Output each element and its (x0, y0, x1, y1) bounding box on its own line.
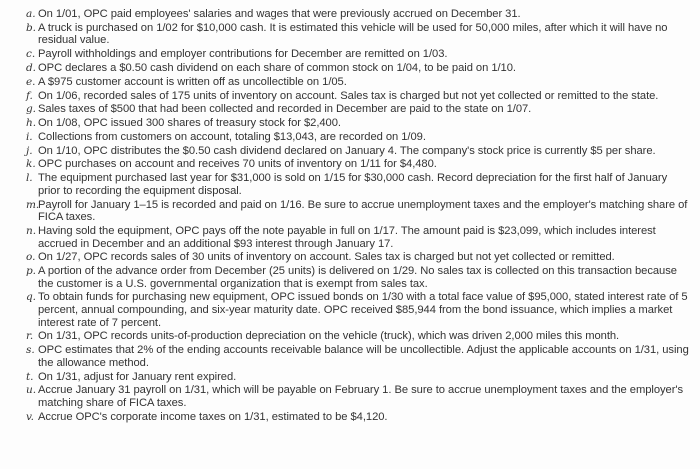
item-letter: q. (26, 291, 36, 304)
item-letter: m. (26, 198, 40, 211)
item-text: On 1/31, OPC records units-of-production depreciation on the vehicle (truck), which was driven 2,000 miles this month. (38, 330, 620, 343)
item-letter: c. (26, 48, 36, 61)
item-text: OPC purchases on account and receives 70 units of inventory on 1/11 for $4,480. (38, 158, 437, 171)
item-letter: e. (26, 75, 36, 88)
list-item-t (26, 371, 690, 384)
item-letter: u. (26, 384, 37, 397)
item-text: A truck is purchased on 1/02 for $10,000 cash. It is estimated this vehicle will be used for 50,000 miles, after which it will have no residual value. (38, 21, 668, 47)
item-text: To obtain funds for purchasing new equipment, OPC issued bonds on 1/30 with a total face value of $95,000, stated interest rate of 5 percent, annual compounding, and six-year maturity date. OPC received $85,944 from the bond issuance, which implies a market interest rate of 7 percent. (38, 291, 688, 329)
item-letter: l. (26, 172, 33, 185)
list-item-q (26, 291, 690, 329)
item-text: On 1/06, recorded sales of 175 units of inventory on account. Sales tax is charged but not yet collected or remitted to the state. (38, 89, 659, 102)
transaction-list (26, 8, 690, 423)
list-item-h (26, 117, 690, 130)
list-item-c (26, 48, 690, 61)
item-text: The equipment purchased last year for $31,000 is sold on 1/15 for $30,000 cash. Record depreciation for the first half of January prior to recording the equipment disposal. (38, 172, 668, 197)
list-item-f (26, 90, 690, 103)
list-item-j (26, 145, 690, 158)
list-item-e (26, 76, 690, 89)
item-letter: o. (26, 251, 36, 264)
item-letter: a. (26, 8, 36, 20)
item-letter: b. (26, 21, 36, 34)
list-item-o (26, 251, 690, 264)
list-item-b (26, 22, 690, 47)
item-letter: g. (26, 103, 36, 116)
item-letter: j. (26, 144, 33, 157)
list-item-r (26, 330, 690, 343)
item-text: Having sold the equipment, OPC pays off the note payable in full on 1/17. The amount paid is $23,099, which includes interest accrued in December and an additional $93 interest through January 17. (38, 224, 656, 250)
item-letter: d. (26, 61, 36, 74)
list-item-m (26, 199, 690, 224)
item-letter: p. (26, 265, 36, 278)
list-item-u (26, 384, 690, 409)
list-item-l (26, 172, 690, 197)
list-item-a (26, 8, 690, 21)
item-text: On 1/31, adjust for January rent expired. (38, 370, 237, 383)
item-letter: i. (26, 130, 33, 143)
list-item-v (26, 411, 690, 424)
item-text: A $975 customer account is written off as uncollectible on 1/05. (38, 75, 347, 88)
item-letter: r. (26, 330, 34, 343)
item-text: Payroll for January 1–15 is recorded and paid on 1/16. Be sure to accrue unemployment taxes and the employer's matching share of FICA taxes. (38, 198, 688, 224)
item-letter: v. (26, 410, 34, 423)
list-item-g (26, 103, 690, 116)
item-text: Accrue OPC's corporate income taxes on 1/31, estimated to be $4,120. (38, 410, 388, 423)
list-item-i (26, 131, 690, 144)
item-letter: f. (26, 89, 33, 102)
item-text: Payroll withholdings and employer contributions for December are remitted on 1/03. (38, 48, 448, 61)
item-letter: n. (26, 224, 37, 237)
item-letter: h. (26, 117, 37, 130)
item-text: OPC estimates that 2% of the ending accounts receivable balance will be uncollectible. Adjust the applicable accounts on 1/31, using the allowance method. (38, 344, 689, 369)
list-item-d (26, 62, 690, 75)
item-text: On 1/10, OPC distributes the $0.50 cash dividend declared on January 4. The company's stock price is currently $5 per share. (38, 144, 656, 157)
list-item-k (26, 158, 690, 171)
item-text: OPC declares a $0.50 cash dividend on each share of common stock on 1/04, to be paid on 1/10. (38, 61, 516, 74)
item-letter: s. (26, 344, 35, 357)
item-text: A portion of the advance order from December (25 units) is delivered on 1/29. No sales tax is collected on this transaction because the customer is a U.S. governmental organization that is exempt from sales tax. (38, 265, 677, 290)
item-letter: k. (26, 158, 36, 171)
list-item-n (26, 225, 690, 250)
item-text: On 1/08, OPC issued 300 shares of treasury stock for $2,400. (38, 117, 341, 130)
list-item-s (26, 344, 690, 369)
item-text: On 1/01, OPC paid employees' salaries and wages that were previously accrued on December 31. (38, 8, 521, 20)
item-text: Accrue January 31 payroll on 1/31, which will be payable on February 1. Be sure to accrue unemployment taxes and the employer's matching share of FICA taxes. (38, 384, 684, 409)
item-text: Collections from customers on account, totaling $13,043, are recorded on 1/09. (38, 130, 426, 143)
item-text: Sales taxes of $500 that had been collected and recorded in December are paid to the state on 1/07. (38, 103, 532, 116)
list-item-p (26, 265, 690, 290)
item-letter: t. (26, 370, 34, 383)
item-text: On 1/27, OPC records sales of 30 units of inventory on account. Sales tax is charged but not yet collected or remitted. (38, 251, 615, 264)
